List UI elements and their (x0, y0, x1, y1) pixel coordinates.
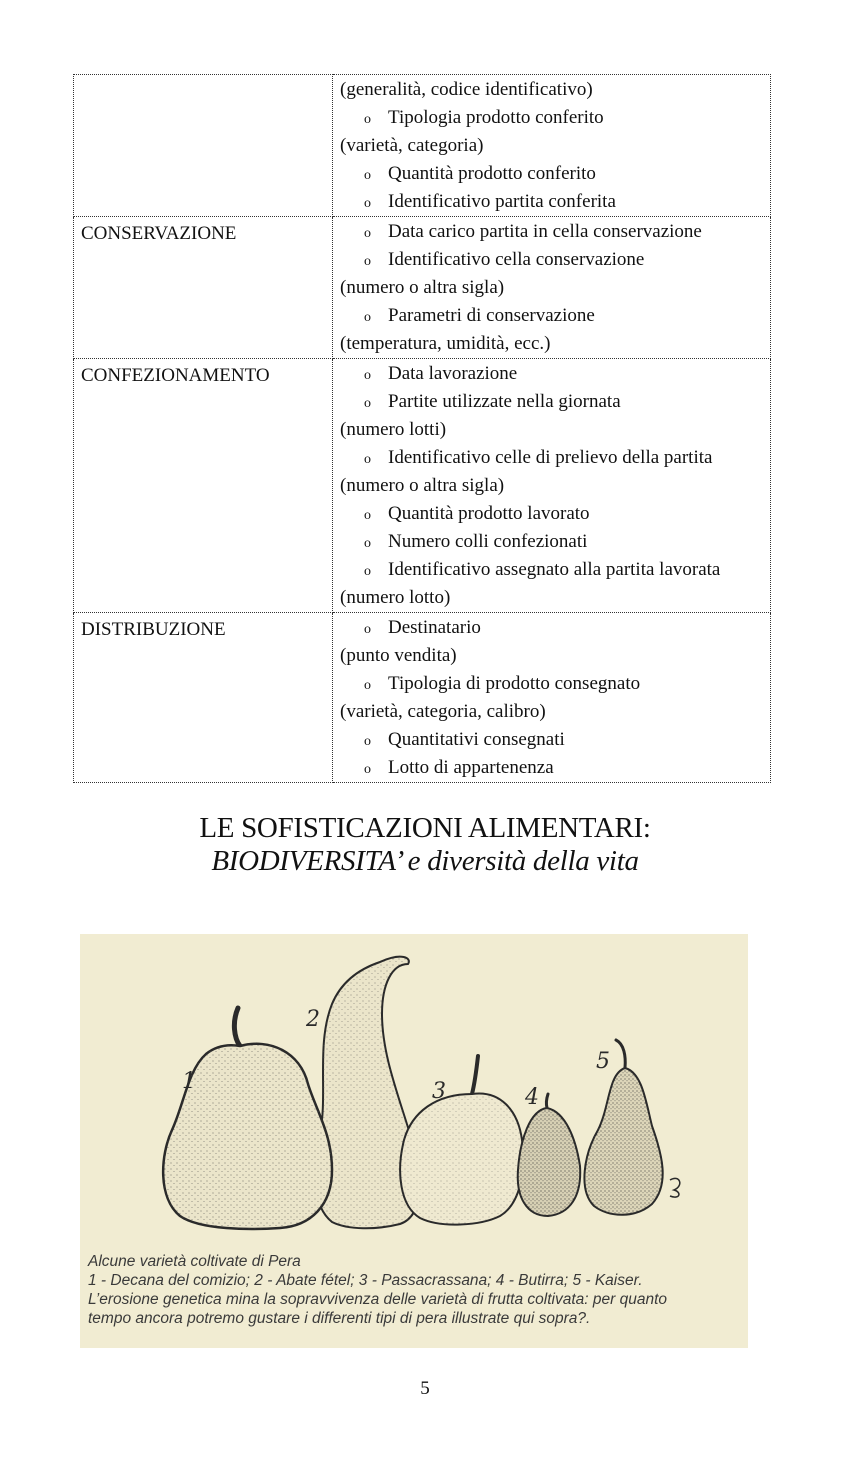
line-text: (numero o altra sigla) (340, 475, 505, 496)
bullet-item (340, 104, 770, 132)
line-text: Quantitativi consegnati (388, 729, 565, 750)
bullet-marker-icon: o (364, 226, 371, 241)
line-text: Tipologia prodotto conferito (388, 107, 604, 128)
note-line (340, 698, 770, 726)
caption-line: 1 - Decana del comizio; 2 - Abate fétel; 3 - Passacrassana; 4 - Butirra; 5 - Kaiser. (88, 1272, 643, 1289)
note-line (340, 584, 770, 612)
bullet-marker-icon: o (364, 622, 371, 637)
line-text: (varietà, categoria) (340, 135, 484, 156)
bullet-marker-icon: o (364, 536, 371, 551)
section-title: LE SOFISTICAZIONI ALIMENTARI: (199, 812, 651, 844)
bullet-item (340, 444, 770, 472)
bullet-marker-icon: o (364, 310, 371, 325)
pear-1-decana-del-comizio (163, 1008, 332, 1229)
line-text: Partite utilizzate nella giornata (388, 391, 621, 412)
bullet-item (340, 388, 770, 416)
line-text: (punto vendita) (340, 645, 457, 666)
line-text: Identificativo assegnato alla partita lavorata (388, 559, 721, 580)
pear-3-passacrassana (400, 1056, 523, 1225)
table-row (74, 217, 771, 359)
line-text: Numero colli confezionati (388, 531, 588, 552)
bullet-item (340, 614, 770, 642)
note-line (340, 274, 770, 302)
line-text: Lotto di appartenenza (388, 757, 554, 778)
page-number: 5 (420, 1378, 430, 1399)
bullet-marker-icon: o (364, 564, 371, 579)
bullet-item (340, 218, 770, 246)
bullet-marker-icon: o (364, 368, 371, 383)
caption-line: Alcune varietà coltivate di Pera (88, 1253, 301, 1270)
line-text: Destinatario (388, 617, 481, 638)
bullet-item (340, 160, 770, 188)
note-line (340, 642, 770, 670)
line-text: Identificativo cella conservazione (388, 249, 645, 270)
phase-cell: DISTRIBUZIONE (74, 613, 333, 783)
traceability-table (73, 74, 771, 783)
bullet-marker-icon: o (364, 168, 371, 183)
note-line (340, 132, 770, 160)
details-cell (333, 75, 771, 217)
bullet-item (340, 754, 770, 782)
pear-label-3: 3 (432, 1079, 446, 1104)
bullet-marker-icon: o (364, 678, 371, 693)
phase-cell (74, 75, 333, 217)
pear-label-2: 2 (306, 1007, 320, 1032)
bullet-item (340, 188, 770, 216)
caption-line: tempo ancora potremo gustare i differenti tipi di pera illustrate qui sopra?. (88, 1310, 591, 1327)
line-text: Tipologia di prodotto consegnato (388, 673, 641, 694)
note-line (340, 472, 770, 500)
bullet-marker-icon: o (364, 112, 371, 127)
bullet-marker-icon: o (364, 508, 371, 523)
bullet-marker-icon: o (364, 762, 371, 777)
pear-label-5: 5 (596, 1049, 610, 1074)
note-line (340, 76, 770, 104)
figure-caption (88, 1252, 743, 1328)
bullet-marker-icon: o (364, 396, 371, 411)
phase-cell: CONFEZIONAMENTO (74, 359, 333, 613)
bullet-item (340, 246, 770, 274)
caption-line: L’erosione genetica mina la sopravvivenza delle varietà di frutta coltivata: per quanto (88, 1291, 668, 1308)
line-text: (numero lotti) (340, 419, 447, 440)
line-text: Parametri di conservazione (388, 305, 595, 326)
details-cell (333, 359, 771, 613)
table-row (74, 359, 771, 613)
line-text: (numero o altra sigla) (340, 277, 505, 298)
table-row (74, 75, 771, 217)
line-text: Data carico partita in cella conservazione (388, 221, 702, 242)
bullet-item (340, 302, 770, 330)
line-text: (temperatura, umidità, ecc.) (340, 333, 551, 354)
bullet-marker-icon: o (364, 254, 371, 269)
bullet-item (340, 726, 770, 754)
line-text: Quantità prodotto lavorato (388, 503, 590, 524)
table-body (74, 75, 771, 783)
line-text: Identificativo celle di prelievo della partita (388, 447, 713, 468)
line-text: Identificativo partita conferita (388, 191, 616, 212)
bullet-item (340, 556, 770, 584)
table-row (74, 613, 771, 783)
line-text: (generalità, codice identificativo) (340, 79, 593, 100)
bullet-marker-icon: o (364, 196, 371, 211)
pear-label-4: 4 (525, 1085, 539, 1110)
note-line (340, 416, 770, 444)
pear-varieties-illustration (80, 934, 748, 1348)
line-text: Quantità prodotto conferito (388, 163, 596, 184)
note-line (340, 330, 770, 358)
line-text: (varietà, categoria, calibro) (340, 701, 546, 722)
section-subtitle: BIODIVERSITA’ e diversità della vita (211, 845, 639, 877)
bullet-item (340, 360, 770, 388)
line-text: Data lavorazione (388, 363, 518, 384)
bullet-item (340, 670, 770, 698)
bullet-item (340, 528, 770, 556)
details-cell (333, 217, 771, 359)
pear-4-butirra (518, 1094, 580, 1216)
bullet-marker-icon: o (364, 452, 371, 467)
bullet-item (340, 500, 770, 528)
details-cell (333, 613, 771, 783)
pear-label-1: 1 (182, 1069, 196, 1094)
line-text: (numero lotto) (340, 587, 451, 608)
phase-cell: CONSERVAZIONE (74, 217, 333, 359)
bullet-marker-icon: o (364, 734, 371, 749)
